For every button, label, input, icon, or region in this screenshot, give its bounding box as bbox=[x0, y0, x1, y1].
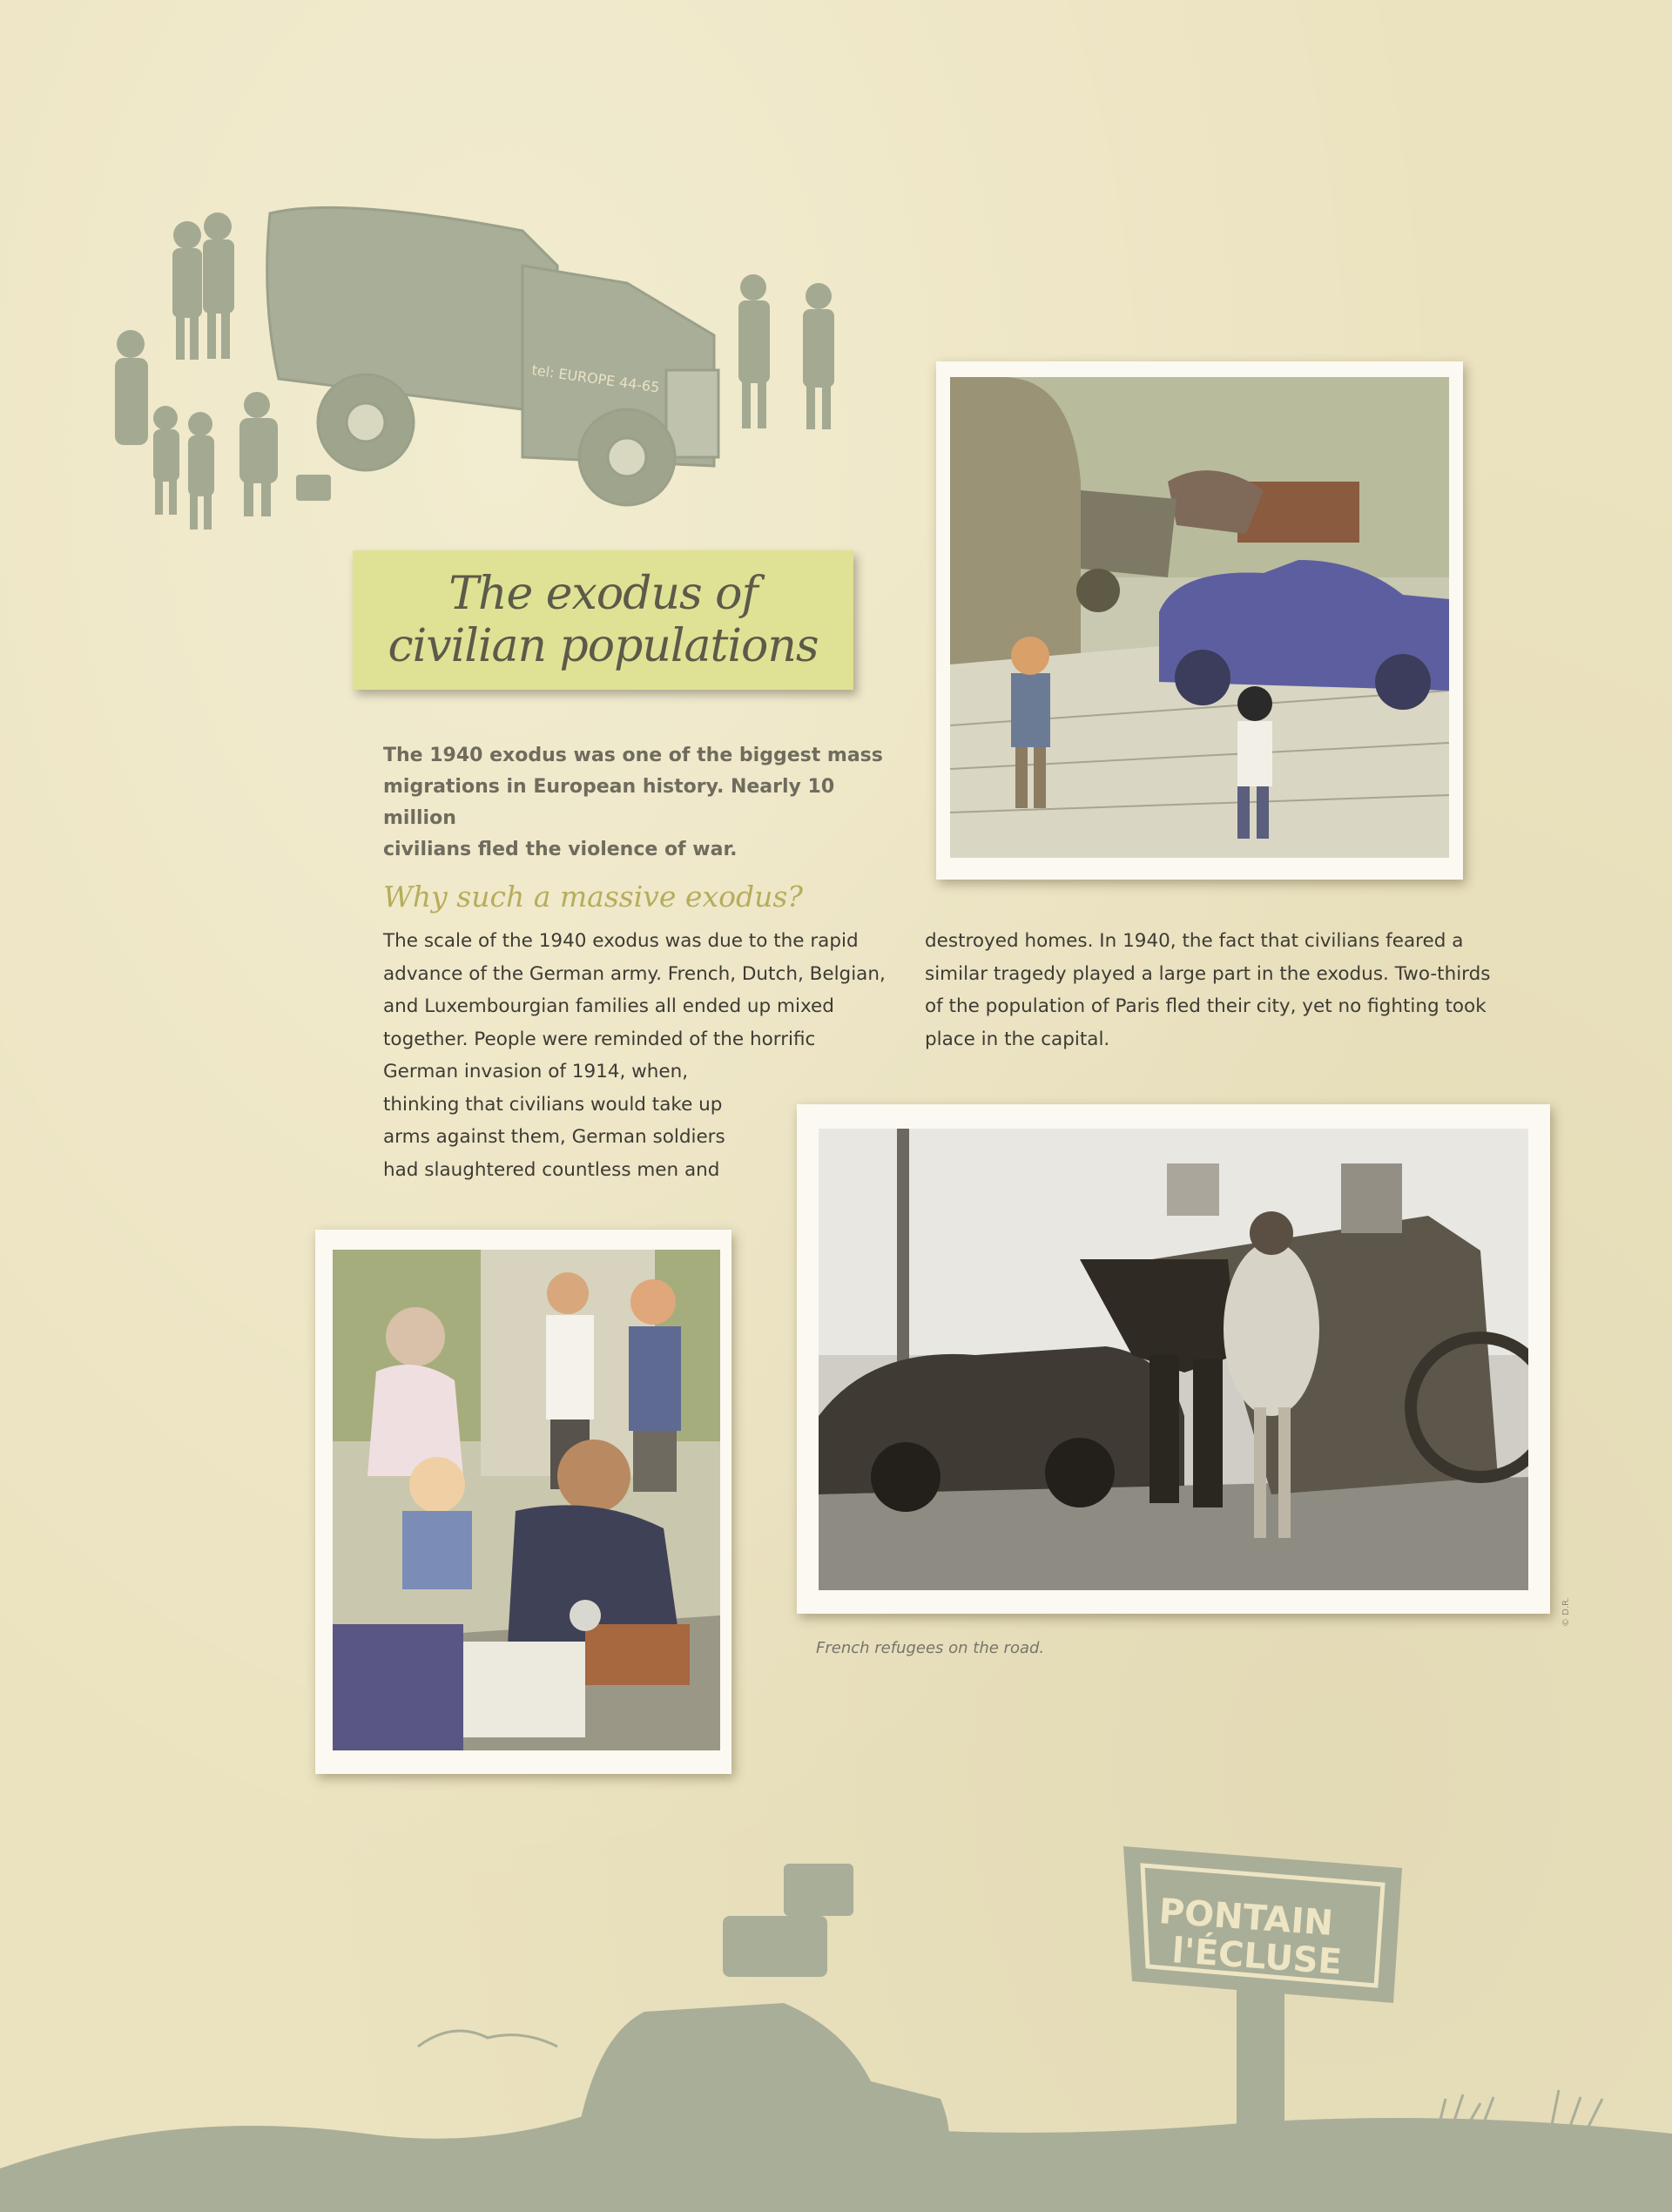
body-line: had slaughtered countless men and bbox=[383, 1158, 720, 1181]
intro-line: civilians fled the violence of war. bbox=[383, 839, 738, 860]
body-line: destroyed homes. In 1940, the fact that civilians feared a bbox=[925, 930, 1464, 952]
comic-panel-street-photo bbox=[936, 361, 1463, 880]
body-column-2 bbox=[925, 925, 1491, 1055]
body-line: advance of the German army. French, Dutch, Belgian, bbox=[383, 962, 886, 985]
body-line: The scale of the 1940 exodus was due to the rapid bbox=[383, 930, 859, 952]
body-line: and Luxembourgian families all ended up mixed bbox=[383, 995, 834, 1017]
bottom-road-silhouette bbox=[0, 1820, 1672, 2212]
sign-line1: PONTAIN bbox=[1157, 1892, 1335, 1944]
body-line: German invasion of 1914, when, bbox=[383, 1061, 689, 1082]
body-line: arms against them, German soldiers bbox=[383, 1126, 725, 1148]
body-line: together. People were reminded of the horrific bbox=[383, 1028, 816, 1050]
truck-refugees-sketch bbox=[104, 196, 853, 579]
page-title-box bbox=[353, 550, 853, 690]
page-title-line2: civilian populations bbox=[388, 620, 819, 672]
refugees-road-scene bbox=[819, 1129, 1528, 1590]
intro-paragraph bbox=[383, 740, 888, 866]
street-scene-illustration bbox=[950, 377, 1449, 858]
body-line: of the population of Paris fled their city, yet no fighting took bbox=[925, 995, 1487, 1017]
comic-panel-bicycle-photo bbox=[315, 1230, 732, 1774]
body-line: thinking that civilians would take up bbox=[383, 1093, 723, 1116]
refugees-road-photo bbox=[797, 1104, 1550, 1614]
body-line: place in the capital. bbox=[925, 1028, 1110, 1050]
sign-line2: l'ÉCLUSE bbox=[1170, 1931, 1344, 1983]
body-line: similar tragedy played a large part in the exodus. Two-thirds bbox=[925, 962, 1491, 985]
photo-credit bbox=[1561, 1615, 1571, 1627]
section-heading: Why such a massive exodus? bbox=[383, 880, 803, 914]
page-title-line1: The exodus of bbox=[448, 568, 758, 620]
bicycle-scene-illustration bbox=[333, 1250, 720, 1750]
intro-line: The 1940 exodus was one of the biggest mass bbox=[383, 745, 883, 766]
photo-caption: French refugees on the road. bbox=[816, 1639, 1045, 1657]
intro-line: migrations in European history. Nearly 10 million bbox=[383, 776, 835, 829]
truck-plate-text: tel: EUROPE 44-65 bbox=[530, 361, 661, 396]
